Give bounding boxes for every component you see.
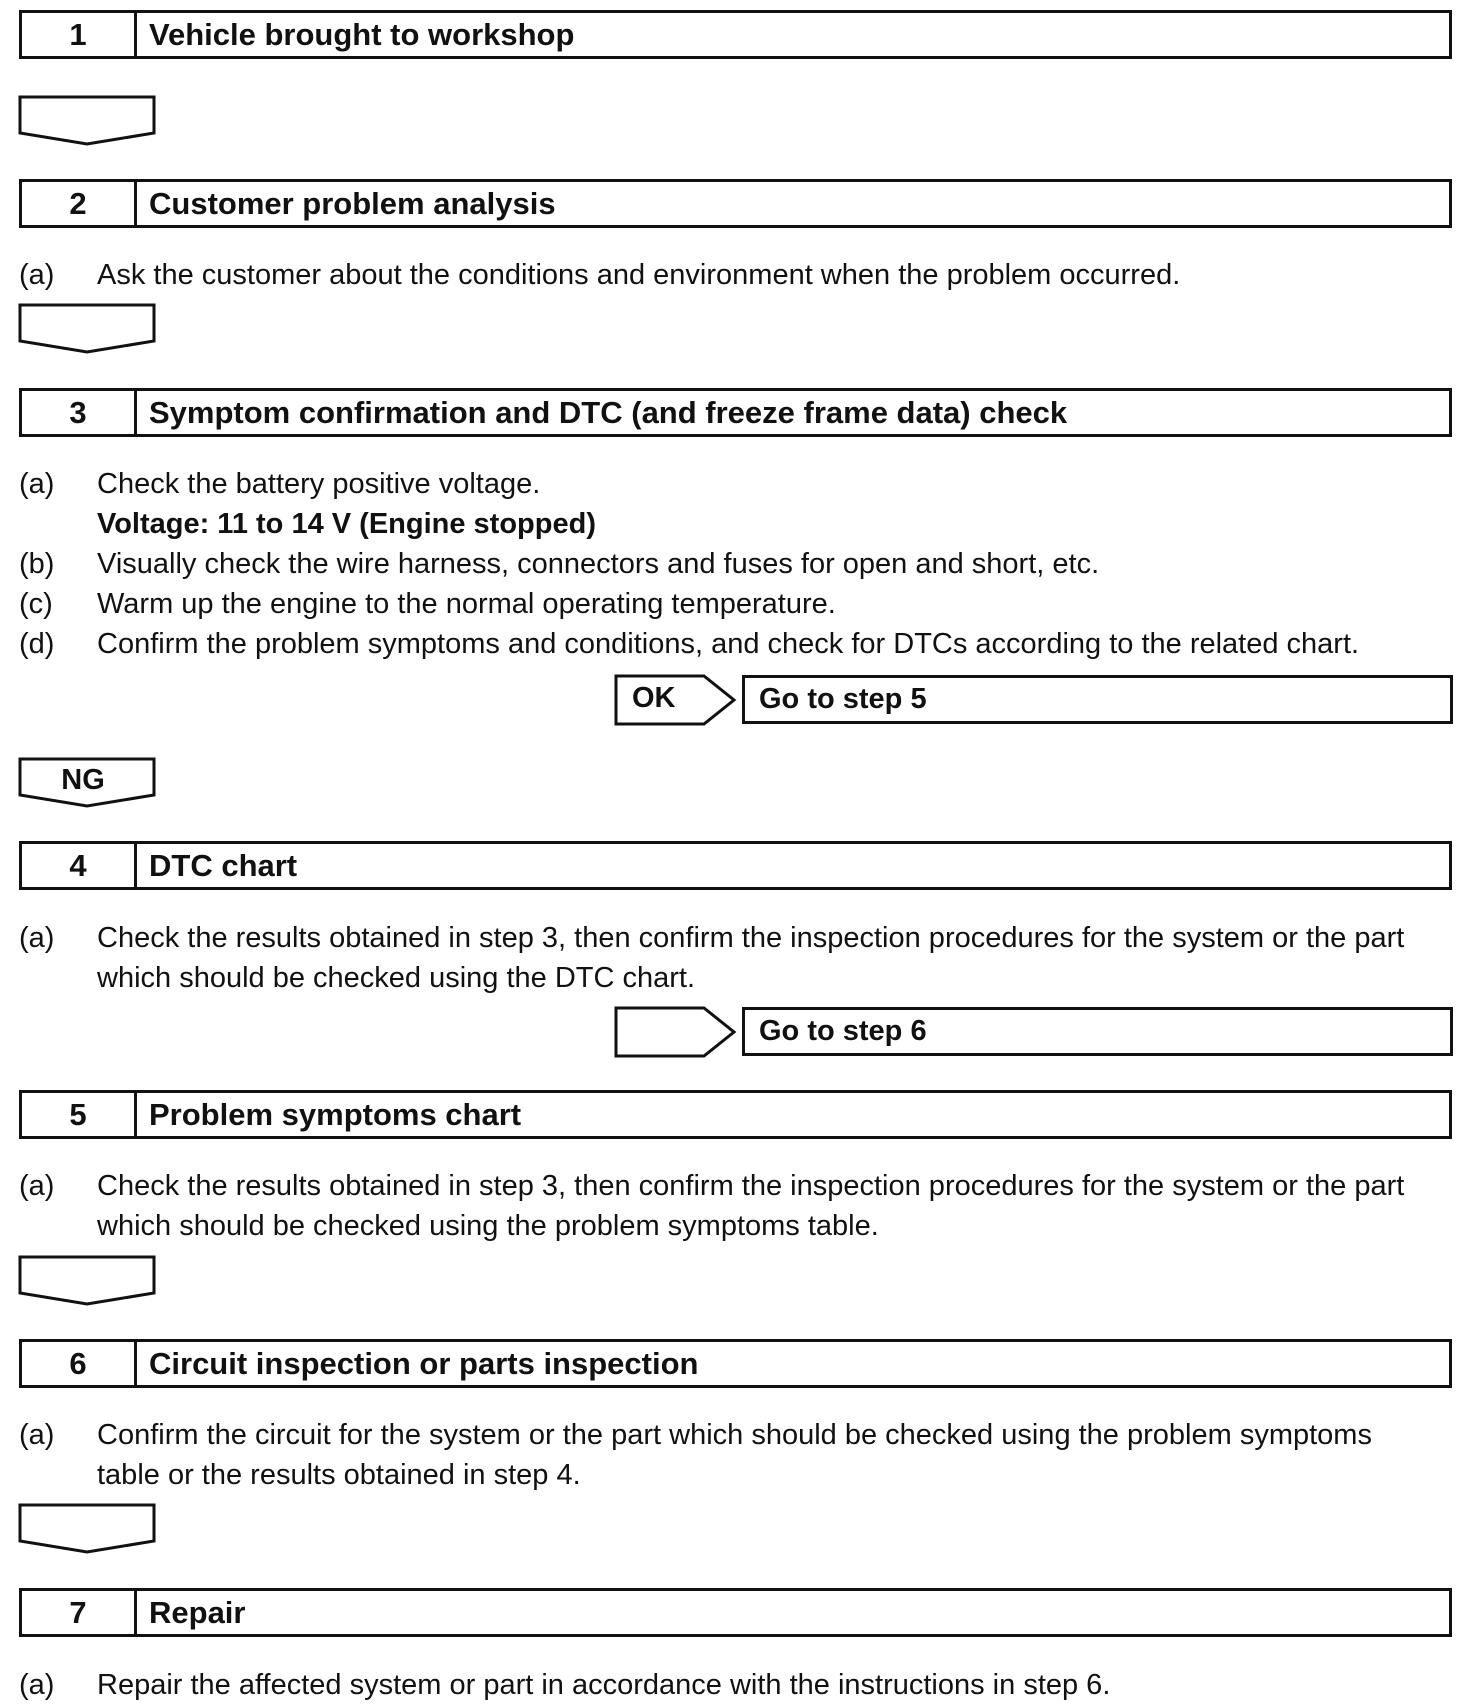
step-title: Vehicle brought to workshop (149, 16, 575, 52)
item-label: (b) (19, 548, 55, 580)
go-to-step-box: Go to step 6 (742, 1007, 1453, 1056)
item-text: Check the results obtained in step 3, then confirm the inspection procedures for the system or the part (97, 922, 1405, 954)
item-text: table or the results obtained in step 4. (97, 1459, 581, 1491)
branch-arrow (614, 1006, 739, 1058)
down-arrow-icon (18, 757, 156, 809)
item-label: (c) (19, 588, 53, 620)
ng-label: NG (61, 764, 105, 796)
step-4-header (19, 841, 1452, 890)
step-number: 3 (22, 391, 137, 434)
step-number: 4 (22, 844, 137, 887)
voltage-spec: Voltage: 11 to 14 V (Engine stopped) (97, 508, 596, 540)
step-3-header (19, 388, 1452, 437)
item-text: Visually check the wire harness, connectors and fuses for open and short, etc. (97, 548, 1100, 580)
step-title: Customer problem analysis (149, 185, 556, 221)
item-text: Check the results obtained in step 3, then confirm the inspection procedures for the system or the part (97, 1170, 1405, 1202)
item-label: (a) (19, 1419, 55, 1451)
step-1-header (19, 10, 1452, 59)
item-label: (d) (19, 628, 55, 660)
item-text: Ask the customer about the conditions and environment when the problem occurred. (97, 259, 1181, 291)
item-text: Confirm the circuit for the system or the part which should be checked using the problem symptoms (97, 1419, 1372, 1451)
step-number: 7 (22, 1591, 137, 1634)
item-text: which should be checked using the problem symptoms table. (97, 1210, 879, 1242)
step-title: DTC chart (149, 847, 298, 883)
step-title: Symptom confirmation and DTC (and freeze frame data) check (149, 394, 1068, 430)
step-5-header (19, 1090, 1452, 1139)
item-text: Warm up the engine to the normal operating temperature. (97, 588, 836, 620)
go-to-step-box: Go to step 5 (742, 675, 1453, 724)
step-7-header (19, 1588, 1452, 1637)
item-label: (a) (19, 1170, 55, 1202)
item-label: (a) (19, 259, 55, 291)
step-2-header (19, 179, 1452, 228)
step-number: 2 (22, 182, 137, 225)
item-text: Check the battery positive voltage. (97, 468, 541, 500)
item-label: (a) (19, 468, 55, 500)
item-text: Confirm the problem symptoms and conditions, and check for DTCs according to the related chart. (97, 628, 1360, 660)
down-arrow-icon (18, 95, 156, 147)
step-number: 5 (22, 1093, 137, 1136)
step-number: 1 (22, 13, 137, 56)
step-title: Repair (149, 1594, 246, 1630)
item-text: which should be checked using the DTC chart. (97, 962, 696, 994)
branch-label: OK (632, 682, 676, 714)
ok-branch-arrow (614, 674, 739, 726)
item-label: (a) (19, 1669, 55, 1701)
step-title: Circuit inspection or parts inspection (149, 1345, 699, 1381)
step-title: Problem symptoms chart (149, 1096, 522, 1132)
step-number: 6 (22, 1342, 137, 1385)
down-arrow-icon (18, 1503, 156, 1555)
down-arrow-icon (18, 303, 156, 355)
down-arrow-icon (18, 1255, 156, 1307)
item-text: Repair the affected system or part in accordance with the instructions in step 6. (97, 1669, 1111, 1701)
step-6-header (19, 1339, 1452, 1388)
item-label: (a) (19, 922, 55, 954)
